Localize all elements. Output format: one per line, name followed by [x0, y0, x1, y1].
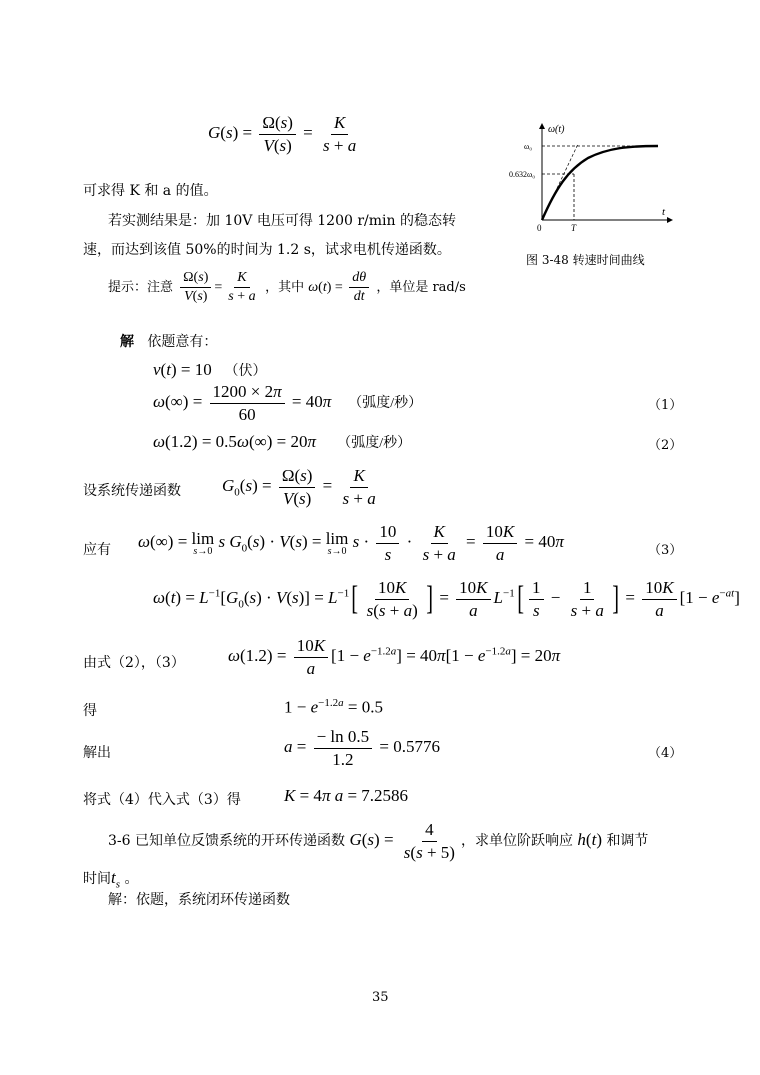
hint-mid: ，其中 [265, 279, 305, 295]
x-axis-label: t [662, 206, 666, 218]
eq-omega-1-2-expand: ω(1.2) = $\frac{10K}{a}$ $[1 - e^{-1.2a}] = 40\pi[1 - e^{-1.2a}] = 20\pi$ [228, 636, 561, 678]
eq-g0: $G_0(s)$ = $\frac{\Omega(s)}{V(s)}$ = $\frac{K}{s + a}$ [222, 466, 376, 508]
set-tf-label: 设系统传递函数 [83, 483, 181, 499]
problem-line-1: 若实测结果是：加 10V 电压可得 1200 r/min 的稳态转 [108, 213, 456, 229]
solution-label: 解 依题意有： [120, 334, 218, 350]
tick-T-label: T [571, 223, 577, 233]
from-eq-label: 由式（2），（3） [83, 655, 185, 671]
figure-caption: 图 3-48 转速时间曲线 [526, 253, 645, 267]
solve-label: 解出 [83, 745, 111, 761]
hint-unit: ，单位是 rad/s [376, 279, 466, 295]
intro-result: 可求得 K 和 a 的值。 [83, 183, 218, 199]
level-632-label: 0.632ω₀ [509, 170, 536, 179]
eq-omega-1-2: ω(1.2) = 0.5ω(∞) = 20π （弧度/秒） [153, 432, 412, 451]
eq-number-2: （2） [648, 438, 683, 453]
level-final-label: ω₀ [524, 142, 533, 151]
next-problem-line: 3-6 已知单位反馈系统的开环传递函数 G(s) = $\frac{4}{s(s + 5)}$ ，求单位阶跃响应 h(t) 和调节 [108, 820, 649, 862]
eq-number-4: （4） [648, 746, 683, 761]
hint-line: 提示：注意 $\frac{\Omega(s)}{V(s)}$ = $\frac{K}{s + a}$ ，其中 ω(t) = $\frac{d\theta}{dt}$ ，单位是 rad/s [108, 270, 466, 305]
origin-label: 0 [537, 223, 542, 233]
problem-line-2: 速，而达到该值 50%的时间为 1.2 s，试求电机传递函数。 [83, 242, 451, 258]
eq-a-value: a = $\frac{- \ln 0.5}{1.2}$ = 0.5776 [284, 727, 440, 769]
get-label: 得 [83, 703, 97, 719]
eq-number-1: （1） [648, 398, 683, 413]
speed-time-figure [508, 118, 678, 238]
solution-2: 解：依题，系统闭环传递函数 [108, 892, 290, 908]
eq-voltage: v(t) = 10 （伏） [153, 360, 267, 379]
should-have-label: 应有 [83, 542, 111, 558]
eq-final-value: ω(∞) = lim s→0 s $G_0(s) \cdot V(s)$ = lim s→0 s · $\frac{10}{s}$ · $\frac{K}{s + a}$ = $\frac{10K}{a}$ = 40π [138, 522, 564, 564]
page-number: 35 [372, 990, 389, 1005]
y-axis-label: ω(t) [548, 124, 565, 135]
eq-exp-half: $1 - e^{-1.2a} = 0.5$ [284, 697, 383, 717]
formula-top-transfer: G(s) = $\frac{\Omega(s)}{V(s)}$ = $\frac{K}{s + a}$ [208, 113, 357, 155]
eq-k-value: K = 4π a = 7.2586 [284, 786, 409, 805]
eq-number-3: （3） [648, 543, 683, 558]
hint-label: 提示：注意 [108, 279, 174, 295]
eq-inverse-laplace: $\omega(t) = L^{-1}[G_0(s) \cdot V(s)] = L^{-1}$[ $\frac{10K}{s(s + a)}$ ] = $\frac{10K}{a}$ $L^{-1}$[ $\frac{1}{s}$ − $\frac{1}{s + a}$ ] = $\frac{10K}{a}$ $[1 - e^{-at}]$ [153, 578, 740, 620]
eq-omega-inf: ω(∞) = $\frac{1200 \times 2\pi}{60}$ = 40π （弧度/秒） [153, 382, 423, 424]
substitute-label: 将式（4）代入式（3）得 [83, 792, 241, 808]
time-label-line: 时间$t_s$ 。 [83, 868, 139, 891]
